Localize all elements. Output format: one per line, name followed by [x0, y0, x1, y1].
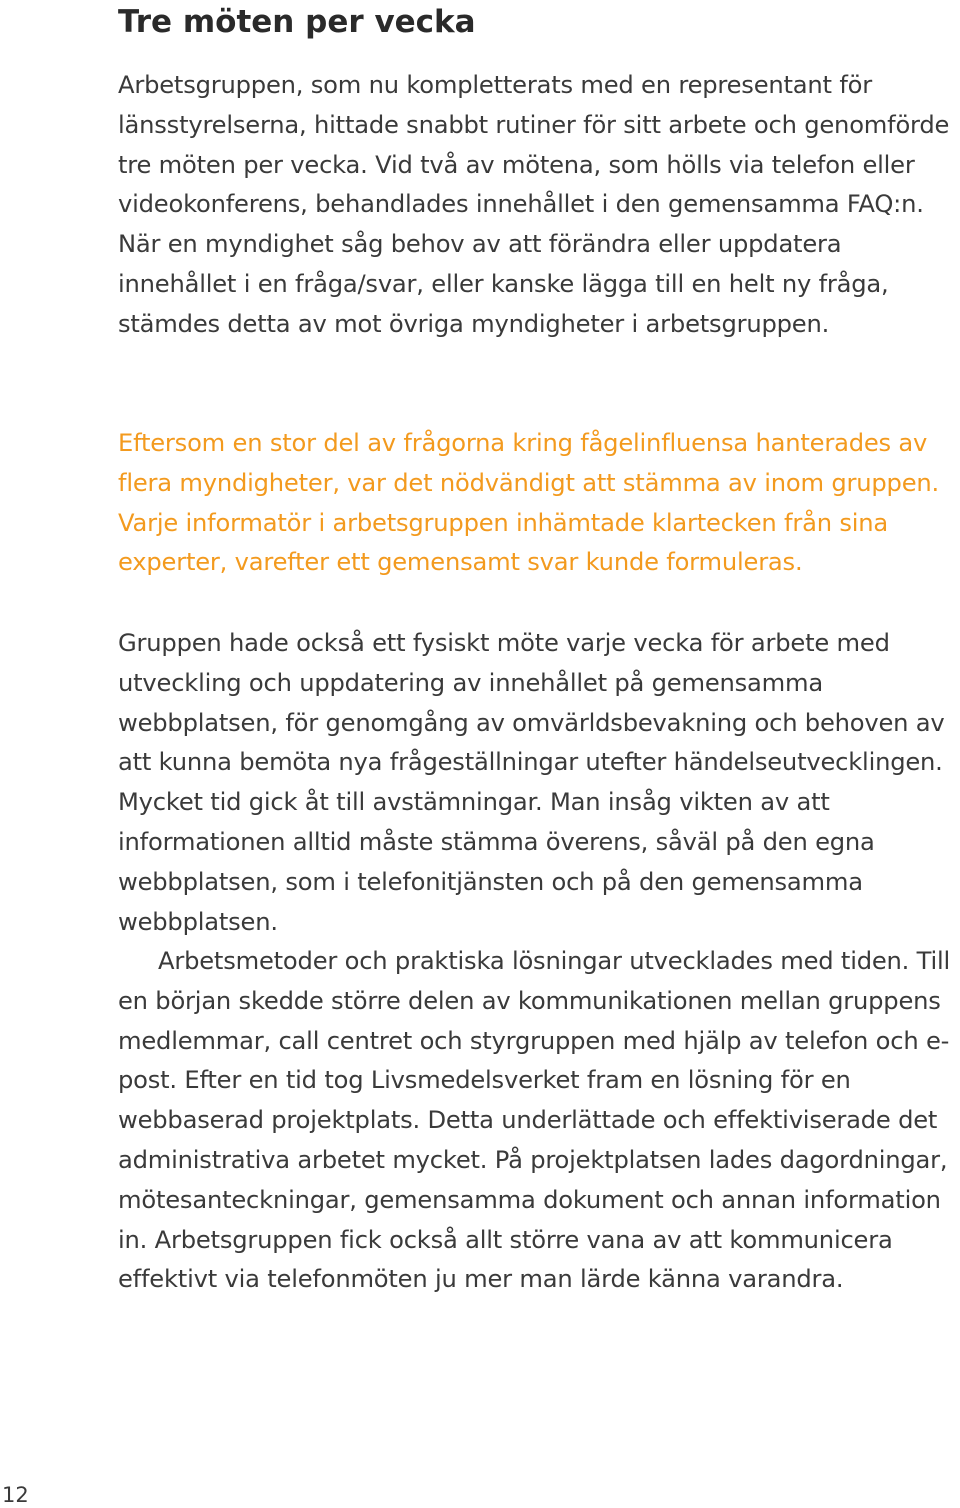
body-paragraph-meetings: Gruppen hade också ett fysiskt möte varje vecka för arbete med utveckling och uppdatering av innehållet på gemensamma webbplatsen, för genomgång av omvärldsbevakning och behoven av att kunna bemöta nya frågeställningar utefter händelseutvecklingen. Mycket tid gick åt till avstämningar. Man insåg vikten av att informationen alltid måste stämma överens, såväl på den egna webbplatsen, som i telefonitjänsten och på den gemensamma webbplatsen. — [118, 629, 945, 936]
body-paragraph-methods: Arbetsmetoder och praktiska lösningar utvecklades med tiden. Till en början skedde större delen av kommunikationen mellan gruppens medlemmar, call centret och styrgruppen med hjälp av telefon och e-post. Efter en tid tog Livsmedelsverket fram en lösning för en webbaserad projektplats. Detta underlättade och effektiviserade det administrativa arbetet mycket. På projektplatsen lades dagordningar, mötesanteckningar, gemensamma dokument och annan information in. Arbetsgruppen fick också allt större vana av att kommunicera effektivt via telefonmöten ju mer man lärde känna varandra. — [118, 947, 951, 1294]
highlighted-paragraph: Eftersom en stor del av frågorna kring fågelinfluensa hanterades av flera myndigheter, var det nödvändigt att stämma av inom gruppen. Varje informatör i arbetsgruppen inhämtade klartecken från sina experter, varefter ett gemensamt svar kunde formuleras. — [118, 429, 939, 577]
page-number: 12 — [2, 1483, 29, 1507]
body-paragraph-intro: Arbetsgruppen, som nu kompletterats med en representant för länsstyrelserna, hittade snabbt rutiner för sitt arbete och genomförde tre möten per vecka. Vid två av mötena, som hölls via telefon eller videokonferens, behandlades innehållet i den gemensamma FAQ:n. När en myndighet såg behov av att förändra eller uppdatera innehållet i en fråga/svar, eller kanske lägga till en helt ny fråga, stämdes detta av mot övriga myndigheter i arbetsgruppen. — [118, 71, 950, 338]
page-title: Tre möten per vecka — [118, 4, 476, 40]
